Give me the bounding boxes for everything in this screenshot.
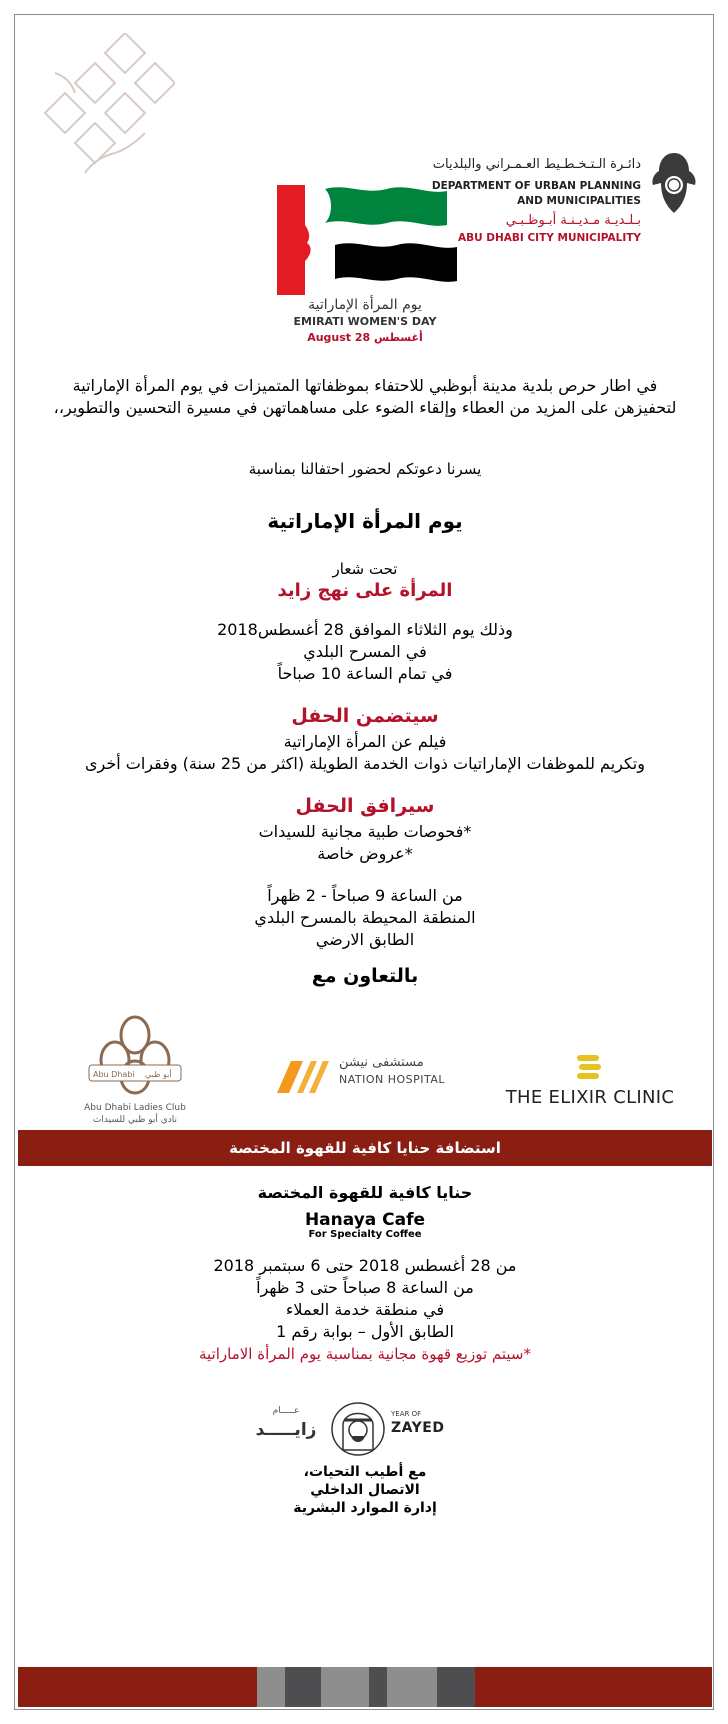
- event-date: وذلك يوم الثلاثاء الموافق 28 أغسطس2018: [217, 620, 513, 639]
- signature-greeting: مع أطيب التحيات،: [303, 1464, 427, 1480]
- nation-hospital-name-en: NATION HOSPITAL: [339, 1073, 446, 1086]
- elixir-clinic-name: THE ELIXIR CLINIC: [505, 1087, 675, 1108]
- cafe-section-banner: استضافة حنايا كافية للقهوة المختصة: [18, 1130, 712, 1166]
- signature: [45, 1463, 685, 1517]
- zayed-year-ar-small: عـــــام: [272, 1406, 300, 1416]
- footer-segment: [285, 1667, 321, 1707]
- cafe-dates: من 28 أغسطس 2018 حتى 6 سبتمبر 2018: [213, 1256, 517, 1275]
- cafe-details: [45, 1255, 685, 1343]
- side-events-list: [45, 821, 685, 865]
- footer-segment: [387, 1667, 437, 1707]
- municipality-name-ar: بـلـديـة مـديـنـة أبـوظـبـي: [505, 213, 641, 228]
- zayed-year-ar: زايـــــد: [255, 1420, 317, 1440]
- zayed-year-en: ZAYED: [391, 1420, 445, 1436]
- ladies-club-name-en: Abu Dhabi Ladies Club: [84, 1103, 186, 1113]
- slogan: المرأة على نهج زايد: [277, 580, 453, 601]
- event-venue: في المسرح البلدي: [303, 642, 427, 661]
- side-events-time: من الساعة 9 صباحاً - 2 ظهراً: [267, 886, 463, 905]
- year-of-zayed-logo: [251, 1400, 481, 1460]
- footer-segment: [369, 1667, 387, 1707]
- nation-hospital-name-ar: مستشفى نيشن: [339, 1055, 424, 1070]
- event-logo-title-en: EMIRATI WOMEN'S DAY: [293, 315, 437, 328]
- footer-segment: [18, 1667, 257, 1707]
- cafe-name-en: Hanaya Cafe: [304, 1210, 426, 1230]
- footer-segment: [321, 1667, 369, 1707]
- invitation-card: [14, 14, 714, 1710]
- program-title: سيتضمن الحفل: [291, 705, 439, 727]
- ladies-club-mark-ar: أبو ظبي: [145, 1070, 172, 1079]
- ladies-club-name-ar: نادي أبو ظبي للسيدات: [92, 1115, 178, 1125]
- elixir-clinic-mark-icon: [575, 1055, 603, 1085]
- footer-segment: [475, 1667, 712, 1707]
- cafe-floor: الطابق الأول – بوابة رقم 1: [276, 1322, 454, 1341]
- side-events-title: سيرافق الحفل: [295, 795, 435, 817]
- footer-segment: [257, 1667, 285, 1707]
- abu-dhabi-ladies-club-logo: [75, 1015, 195, 1125]
- decorative-pattern-icon: [25, 33, 175, 183]
- event-time: في تمام الساعة 10 صباحاً: [277, 664, 453, 683]
- elixir-clinic-logo: [495, 1055, 685, 1115]
- cafe-place: في منطقة خدمة العملاء: [285, 1300, 445, 1319]
- zayed-year-en-small: YEAR OF: [391, 1410, 422, 1418]
- program-item: وتكريم للموظفات الإماراتيات ذوات الخدمة الطويلة (اكثر من 25 سنة) وفقرات أخرى: [85, 754, 645, 773]
- event-details: [45, 619, 685, 685]
- signature-department: الاتصال الداخلي: [310, 1482, 420, 1498]
- emirati-womens-day-emblem-icon: [277, 185, 457, 295]
- side-events-details: [45, 885, 685, 951]
- sheikh-zayed-portrait-icon: [331, 1400, 385, 1458]
- side-events-place: المنطقة المحيطة بالمسرح البلدي: [254, 908, 476, 927]
- event-title: يوم المرأة الإماراتية: [267, 509, 463, 533]
- side-events-floor: الطابق الارضي: [315, 930, 415, 949]
- program-item: فيلم عن المرأة الإماراتية: [283, 732, 447, 751]
- footer-bar: [18, 1667, 712, 1707]
- dept-name-ar: دائـرة الـتـخـطـيط العـمـراني والبلديات: [432, 157, 641, 172]
- partners-title: بالتعاون مع: [311, 965, 419, 987]
- cafe-note: *سيتم توزيع قهوة مجانية بمناسبة يوم المرأة الاماراتية: [198, 1345, 531, 1363]
- intro-paragraph: في اطار حرص بلدية مدينة أبوظبي للاحتفاء بموظفاتها المتميزات في يوم المرأة الإماراتية لتحفيزهن على المزيد من العطاء وإلقاء الضوء على مساهماتهن في مسيرة التحسين والتطوير،،: [53, 376, 677, 417]
- invite-text: يسرنا دعوتكم لحضور احتفالنا بمناسبة: [248, 460, 482, 478]
- falcon-emblem-icon: [647, 149, 701, 217]
- cafe-hours: من الساعة 8 صباحاً حتى 3 ظهراً: [256, 1278, 474, 1297]
- dept-name-en-line1: DEPARTMENT OF URBAN PLANNING: [431, 180, 641, 192]
- dept-name-en-line2: AND MUNICIPALITIES: [517, 195, 641, 207]
- nation-hospital-mark-icon: [273, 1055, 333, 1095]
- slogan-label: تحت شعار: [332, 560, 398, 578]
- side-event-item: *عروض خاصة: [317, 844, 413, 863]
- municipality-name-en: ABU DHABI CITY MUNICIPALITY: [457, 232, 641, 244]
- ladies-club-mark-en: Abu Dhabi: [93, 1070, 135, 1079]
- footer-segment: [437, 1667, 475, 1707]
- signature-unit: إدارة الموارد البشرية: [293, 1500, 437, 1516]
- program-list: [45, 731, 685, 775]
- nation-hospital-logo: [273, 1055, 473, 1105]
- event-logo-title-ar: يوم المرأة الإماراتية: [308, 297, 422, 313]
- side-event-item: *فحوصات طبية مجانية للسيدات: [258, 822, 472, 841]
- ladies-club-flower-icon: [85, 1015, 185, 1103]
- dept-name-en: [432, 179, 641, 209]
- cafe-tagline-en: For Specialty Coffee: [308, 1229, 422, 1240]
- cafe-name-ar: حنايا كافية للقهوة المختصة: [257, 1183, 473, 1202]
- event-logo-date: August 28 أغسطس: [307, 331, 423, 344]
